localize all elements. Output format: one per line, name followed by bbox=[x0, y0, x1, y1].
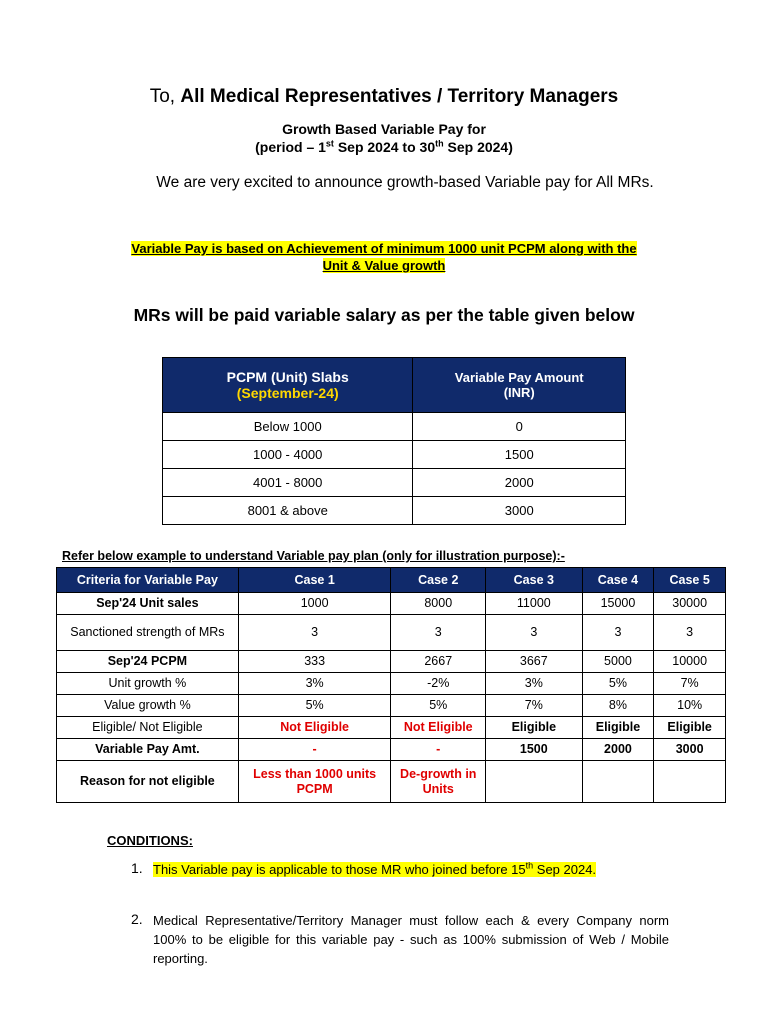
condition-2-text: Medical Representative/Territory Manager must follow each & every Company norm 100% to be eligible for this variable pay - such as 100% submission of Web / Mobile reporting. bbox=[153, 913, 669, 966]
table-row: Reason for not eligible Less than 1000 units PCPM De-growth in Units bbox=[57, 761, 726, 803]
condition-1-text: This Variable pay is applicable to those MR who joined before 15th Sep 2024. bbox=[153, 860, 597, 877]
to-prefix: To, bbox=[149, 86, 176, 107]
intro-text: We are very excited to announce growth-based Variable pay for All MRs. bbox=[156, 174, 654, 191]
table-intro-heading: MRs will be paid variable salary as per the table given below bbox=[133, 305, 635, 325]
example-table bbox=[56, 567, 726, 803]
eligibility-notice: Variable Pay is based on Achievement of minimum 1000 unit PCPM along with the Unit & Value growth bbox=[131, 241, 637, 273]
condition-2-number: 2. bbox=[131, 911, 143, 927]
table-row: Variable Pay Amt. - - 1500 2000 3000 bbox=[57, 739, 726, 761]
recipients: All Medical Representatives / Territory Managers bbox=[180, 86, 619, 107]
table-row: Sep'24 Unit sales 1000 8000 11000 15000 30000 bbox=[57, 593, 726, 615]
condition-1-number: 1. bbox=[131, 860, 143, 876]
table-row: Eligible/ Not Eligible Not Eligible Not Eligible Eligible Eligible Eligible bbox=[57, 717, 726, 739]
slab-table-header bbox=[163, 358, 626, 413]
table-row: Sanctioned strength of MRs 3 3 3 3 3 bbox=[57, 615, 726, 651]
slab-row: 1000 - 4000 1500 bbox=[163, 441, 626, 469]
example-table-header: Criteria for Variable Pay Case 1 Case 2 Case 3 Case 4 Case 5 bbox=[57, 568, 726, 593]
table-row: Unit growth % 3% -2% 3% 5% 7% bbox=[57, 673, 726, 695]
recipient-line bbox=[0, 86, 768, 108]
conditions-heading: CONDITIONS: bbox=[107, 833, 193, 848]
table-row: Value growth % 5% 5% 7% 8% 10% bbox=[57, 695, 726, 717]
table-row: Sep'24 PCPM 333 2667 3667 5000 10000 bbox=[57, 651, 726, 673]
slab-header: PCPM (Unit) Slabs (September-24) bbox=[163, 358, 413, 413]
slab-table bbox=[162, 357, 626, 525]
subtitle: Growth Based Variable Pay for bbox=[282, 121, 486, 137]
slab-row: 4001 - 8000 2000 bbox=[163, 469, 626, 497]
example-caption: Refer below example to understand Variable pay plan (only for illustration purpose):- bbox=[62, 549, 565, 563]
slab-row: 8001 & above 3000 bbox=[163, 497, 626, 525]
slab-row: Below 1000 0 bbox=[163, 413, 626, 441]
period: (period – 1st Sep 2024 to 30th Sep 2024) bbox=[255, 138, 513, 155]
amount-header: Variable Pay Amount (INR) bbox=[413, 358, 626, 413]
